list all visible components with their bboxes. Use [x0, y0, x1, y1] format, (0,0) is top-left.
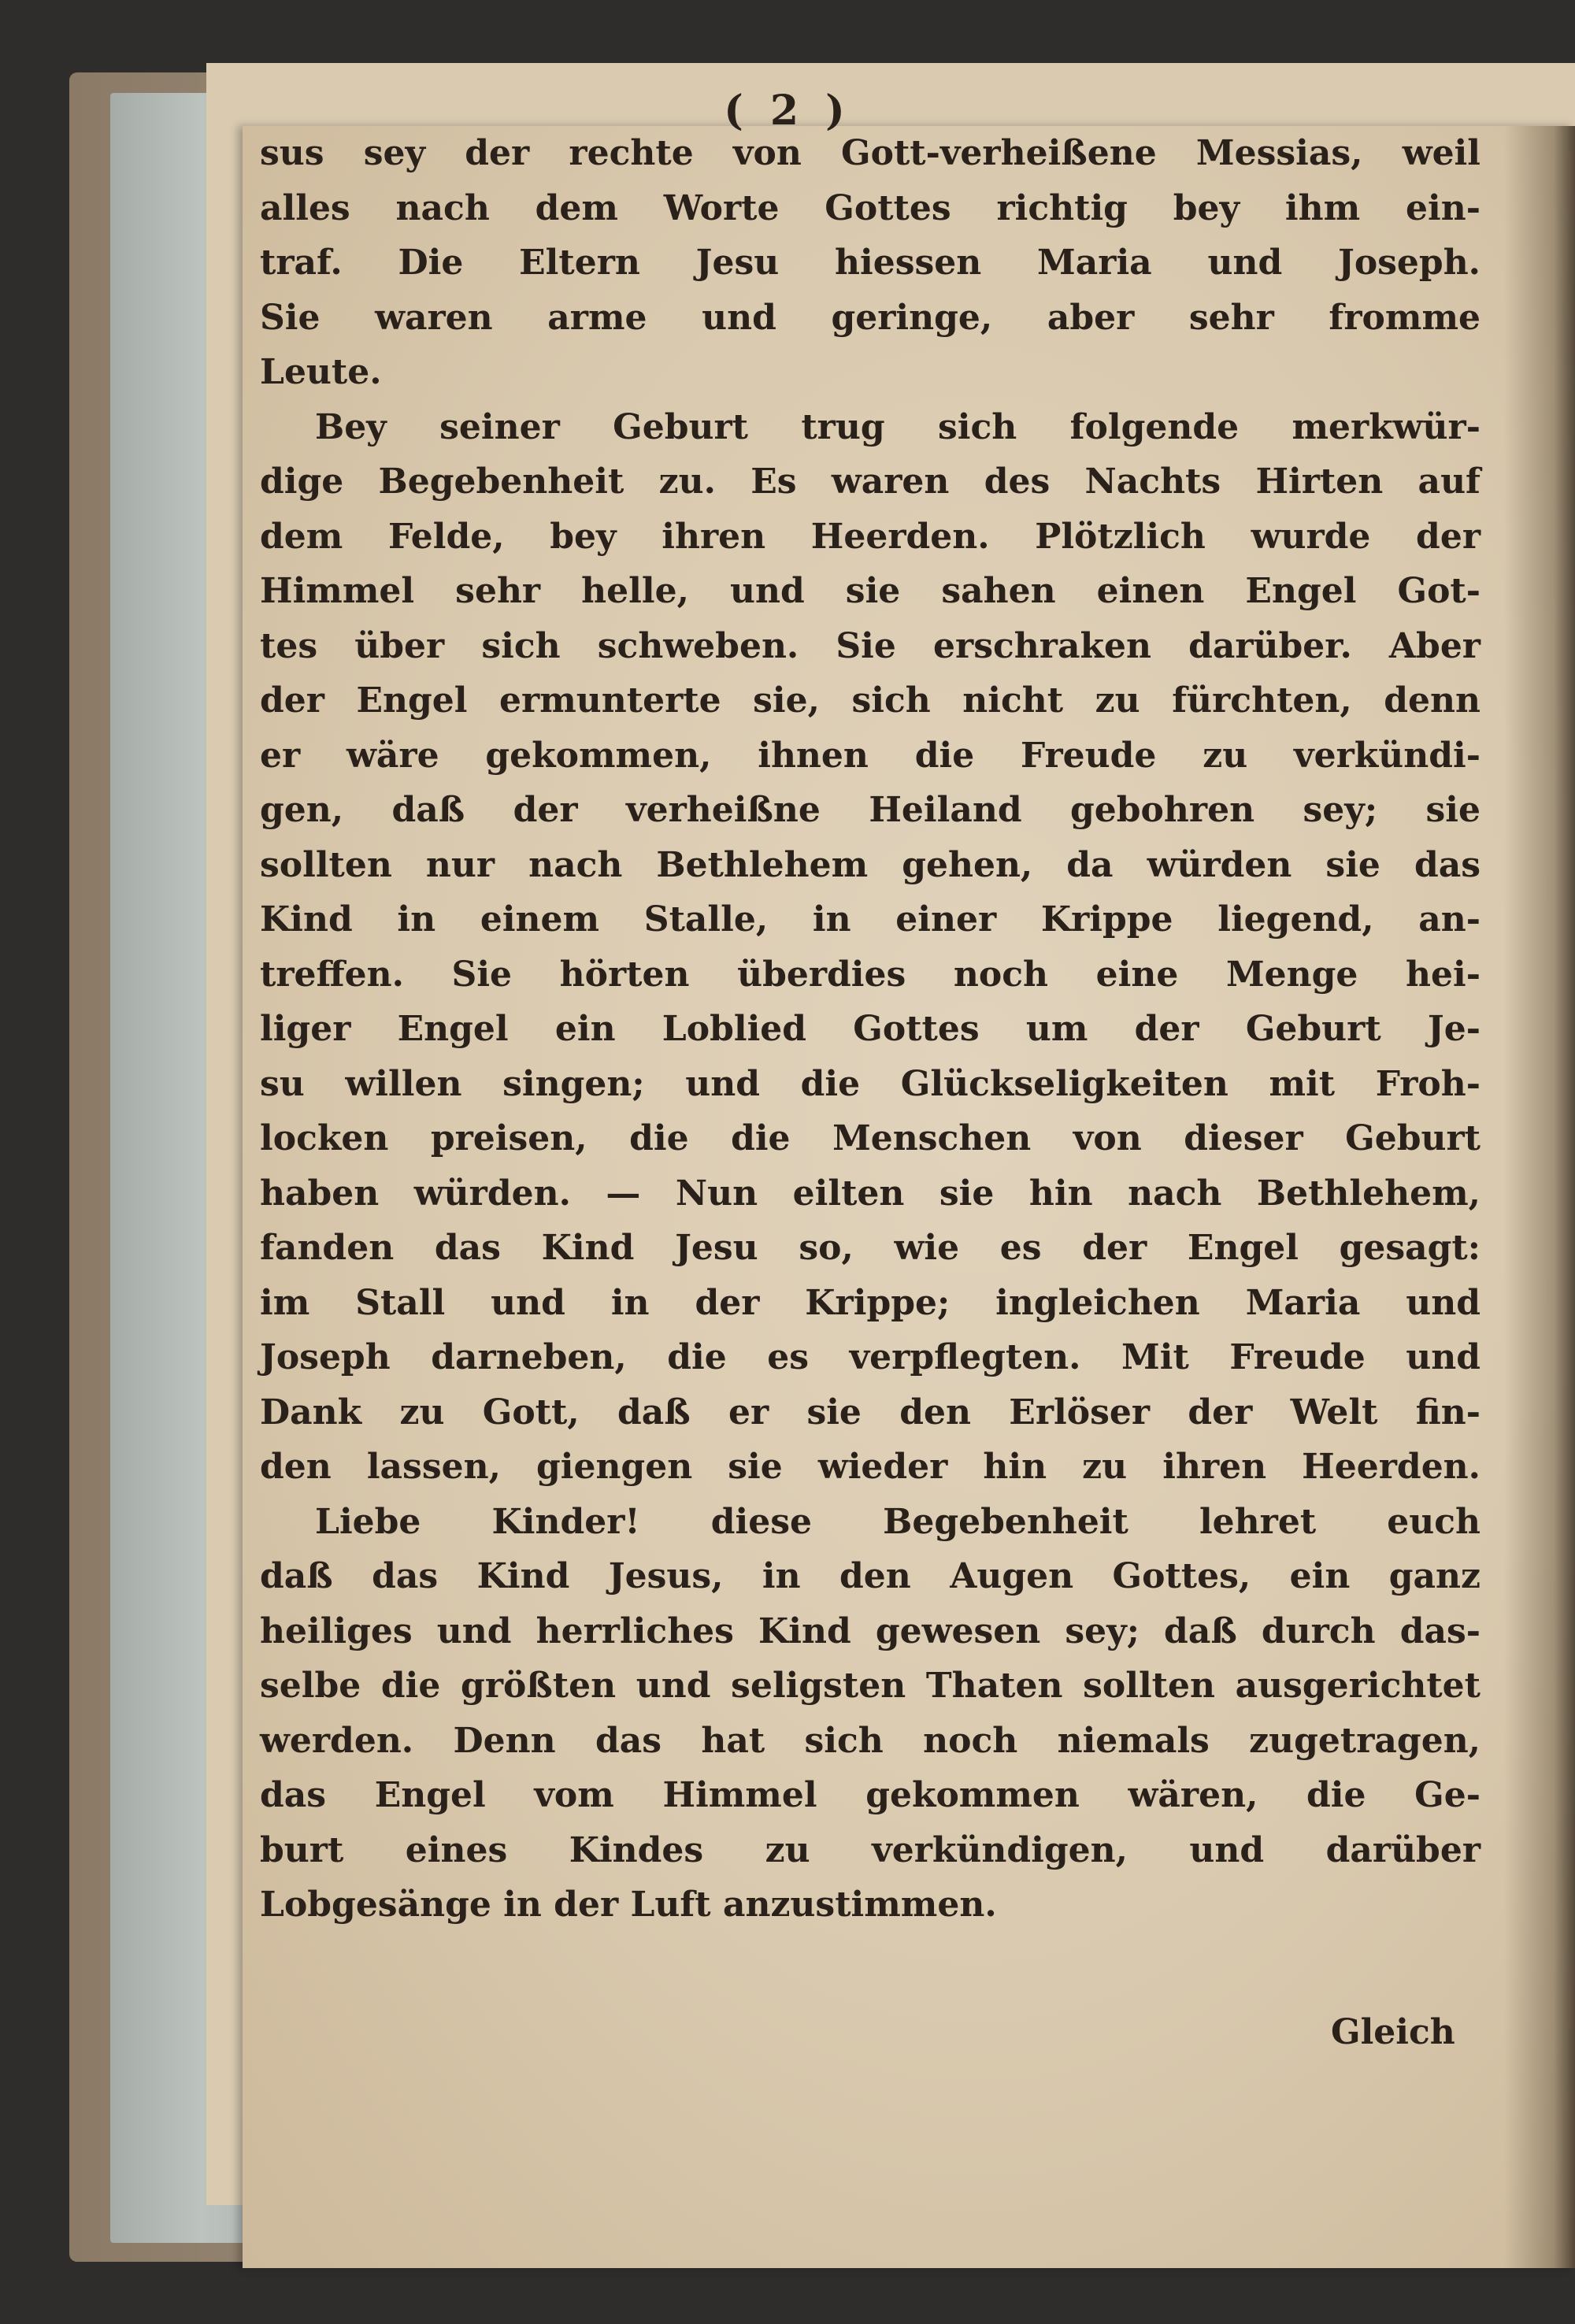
text-line: Dank zu Gott, daß er sie den Erlöser der Welt fin- — [260, 1392, 1480, 1433]
text-line: burt eines Kindes zu verkündigen, und darüber — [260, 1829, 1480, 1870]
text-line: Sie waren arme und geringe, aber sehr fromme — [260, 297, 1480, 338]
text-line: tes über sich schweben. Sie erschraken darüber. Aber — [260, 625, 1480, 666]
text-line: der Engel ermunterte sie, sich nicht zu fürchten, denn — [260, 680, 1480, 721]
text-line: liger Engel ein Loblied Gottes um der Geburt Je- — [260, 1009, 1480, 1049]
text-line: Bey seiner Geburt trug sich folgende merkwür- — [315, 406, 1480, 447]
text-line: heiliges und herrliches Kind gewesen sey; daß durch das- — [260, 1610, 1480, 1651]
text-line: er wäre gekommen, ihnen die Freude zu verkündi- — [260, 735, 1480, 776]
text-line: su willen singen; und die Glückseligkeiten mit Froh- — [260, 1063, 1480, 1104]
text-line: Himmel sehr helle, und sie sahen einen Engel Got- — [260, 571, 1480, 611]
text-line: sollten nur nach Bethlehem gehen, da würden sie das — [260, 844, 1480, 885]
text-line: gen, daß der verheißne Heiland gebohren sey; sie — [260, 790, 1480, 830]
text-line: werden. Denn das hat sich noch niemals zugetragen, — [260, 1720, 1480, 1761]
page-number: ( 2 ) — [724, 87, 851, 135]
text-line: Lobgesänge in der Luft anzustimmen. — [260, 1885, 997, 1925]
text-line: das Engel vom Himmel gekommen wären, die Ge- — [260, 1775, 1480, 1815]
text-line: locken preisen, die die Menschen von dieser Geburt — [260, 1118, 1480, 1158]
text-line: daß das Kind Jesus, in den Augen Gottes, ein ganz — [260, 1556, 1480, 1596]
page-gutter-shadow — [1504, 126, 1575, 2268]
text-line: haben würden. — Nun eilten sie hin nach Bethlehem, — [260, 1173, 1480, 1214]
text-line: dige Begebenheit zu. Es waren des Nachts Hirten auf — [260, 461, 1480, 502]
text-line: selbe die größten und seligsten Thaten sollten ausgerichtet — [260, 1666, 1480, 1706]
text-line: Kind in einem Stalle, in einer Krippe liegend, an- — [260, 899, 1480, 940]
text-line: Joseph darneben, die es verpflegten. Mit Freude und — [260, 1337, 1480, 1377]
catchword: Gleich — [1331, 2012, 1455, 2052]
text-line: fanden das Kind Jesu so, wie es der Engel gesagt: — [260, 1228, 1480, 1268]
text-line: dem Felde, bey ihren Heerden. Plötzlich wurde der — [260, 516, 1480, 557]
text-line: alles nach dem Worte Gottes richtig bey ihm ein- — [260, 187, 1480, 228]
text-line: den lassen, giengen sie wieder hin zu ihren Heerden. — [260, 1447, 1480, 1487]
page-text — [260, 126, 1480, 1933]
text-line: sus sey der rechte von Gott-verheißene Messias, weil — [260, 133, 1480, 173]
text-line: treffen. Sie hörten überdies noch eine Menge hei- — [260, 954, 1480, 995]
text-line: Liebe Kinder! diese Begebenheit lehret euch — [315, 1501, 1480, 1542]
text-line: Leute. — [260, 352, 382, 392]
text-line: traf. Die Eltern Jesu hiessen Maria und Joseph. — [260, 243, 1480, 283]
text-line: im Stall und in der Krippe; ingleichen Maria und — [260, 1282, 1480, 1323]
